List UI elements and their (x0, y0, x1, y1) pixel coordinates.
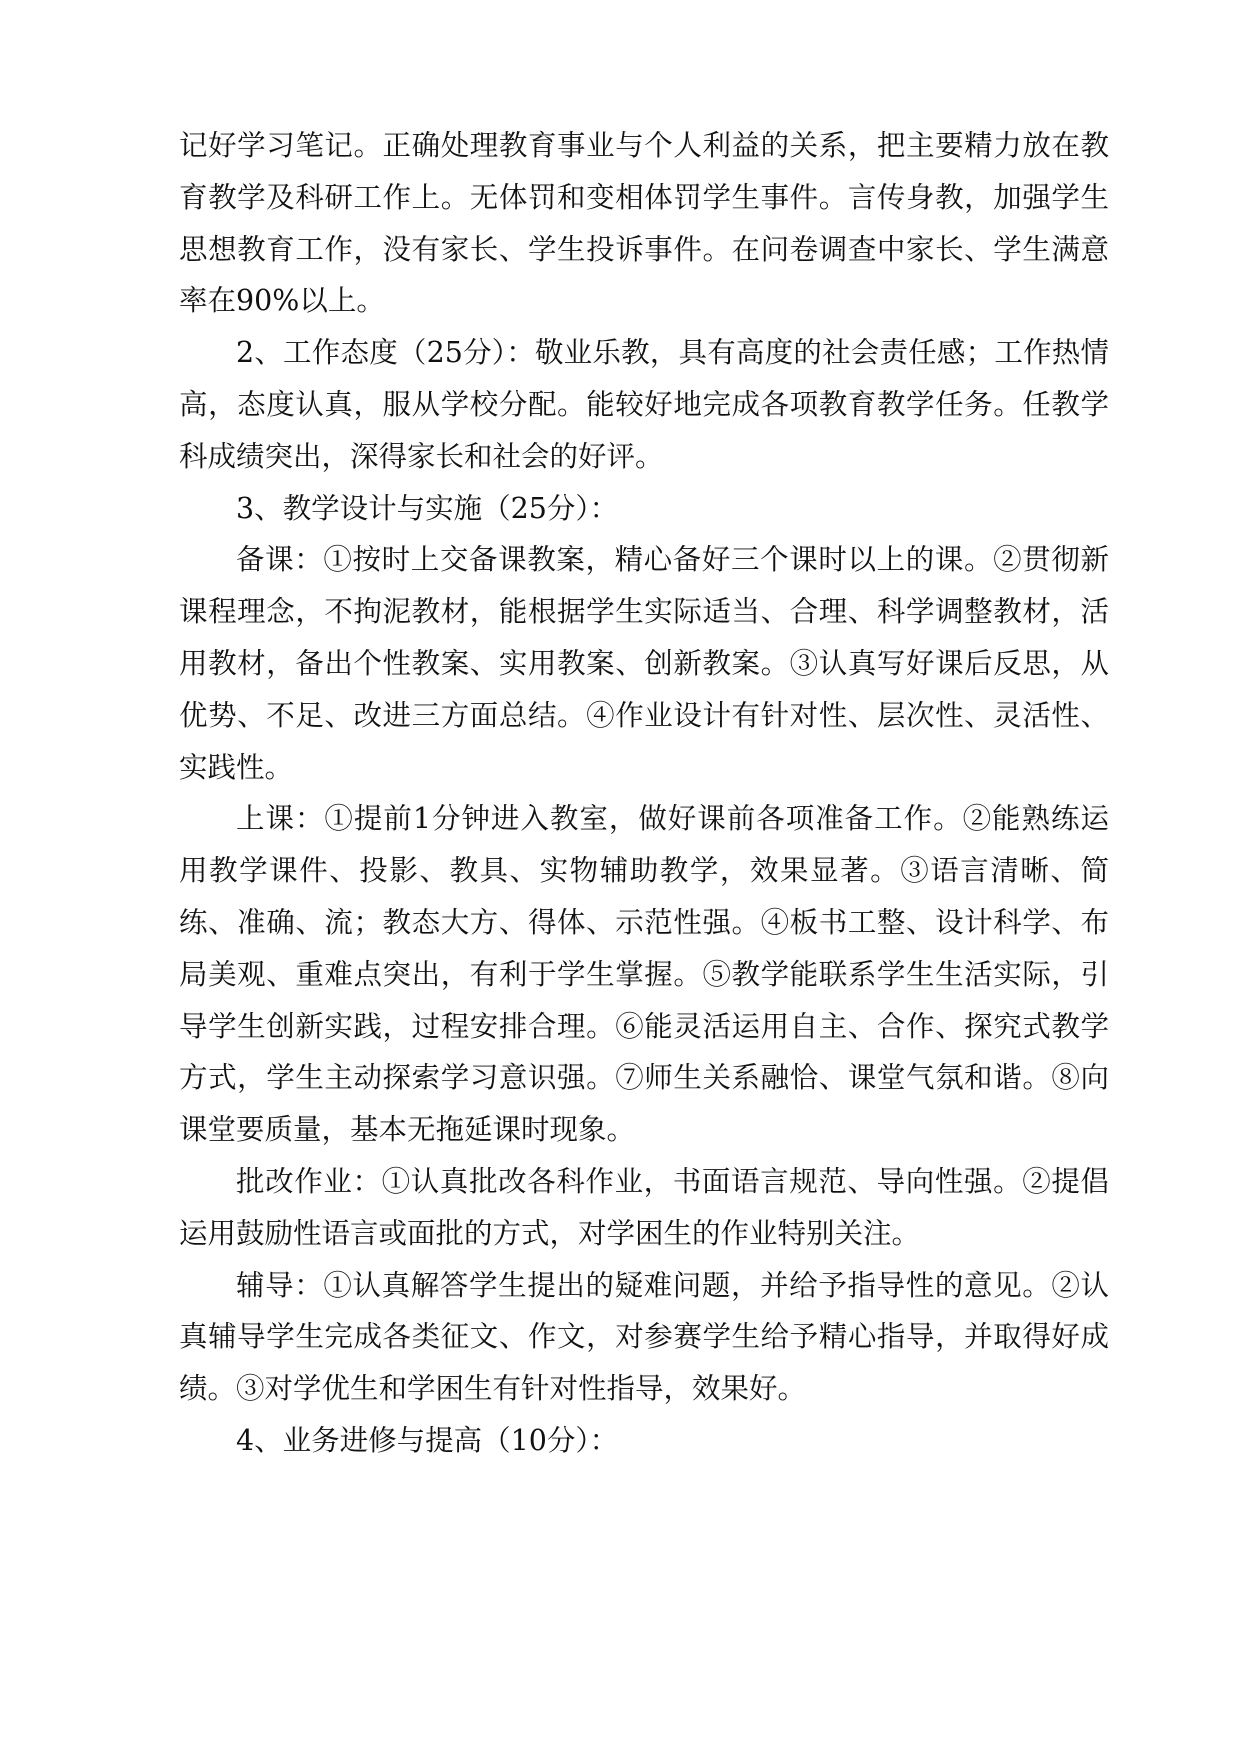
heading-professional-development: 4、业务进修与提高（10分）： (236, 1423, 619, 1457)
heading-teaching-design: 3、教学设计与实施（25分）： (236, 491, 619, 525)
paragraph-lesson-prep: 备课：①按时上交备课教案，精心备好三个课时以上的课。②贯彻新课程理念，不拘泥教材，能根据学生实际适当、合理、科学调整教材，活用教材，备出个性教案、实用教案、创新教案。③认真写好课后反思，从优势、不足、改进三方面总结。④作业设计有针对性、层次性、灵活性、实践性。 (179, 543, 1109, 784)
paragraph-continuation: 记好学习笔记。正确处理教育事业与个人利益的关系，把主要精力放在教育教学及科研工作上。无体罚和变相体罚学生事件。言传身教，加强学生思想教育工作，没有家长、学生投诉事件。在问卷调查中家长、学生满意率在90%以上。 (179, 129, 1109, 318)
document-body (179, 120, 1109, 1467)
paragraph-homework: 批改作业：①认真批改各科作业，书面语言规范、导向性强。②提倡运用鼓励性语言或面批的方式，对学困生的作业特别关注。 (179, 1164, 1109, 1250)
paragraph-tutoring: 辅导：①认真解答学生提出的疑难问题，并给予指导性的意见。②认真辅导学生完成各类征文、作文，对参赛学生给予精心指导，并取得好成绩。③对学优生和学困生有针对性指导，效果好。 (179, 1268, 1109, 1406)
paragraph-class: 上课：①提前1分钟进入教室，做好课前各项准备工作。②能熟练运用教学课件、投影、教具、实物辅助教学，效果显著。③语言清晰、简练、准确、流；教态大方、得体、示范性强。④板书工整、设计科学、布局美观、重难点突出，有利于学生掌握。⑤教学能联系学生生活实际，引导学生创新实践，过程安排合理。⑥能灵活运用自主、合作、探究式教学方式，学生主动探索学习意识强。⑦师生关系融恰、课堂气氛和谐。⑧向课堂要质量，基本无拖延课时现象。 (179, 802, 1109, 1147)
paragraph-work-attitude: 2、工作态度（25分）：敬业乐教，具有高度的社会责任感；工作热情高，态度认真，服从学校分配。能较好地完成各项教育教学任务。任教学科成绩突出，深得家长和社会的好评。 (179, 336, 1109, 473)
